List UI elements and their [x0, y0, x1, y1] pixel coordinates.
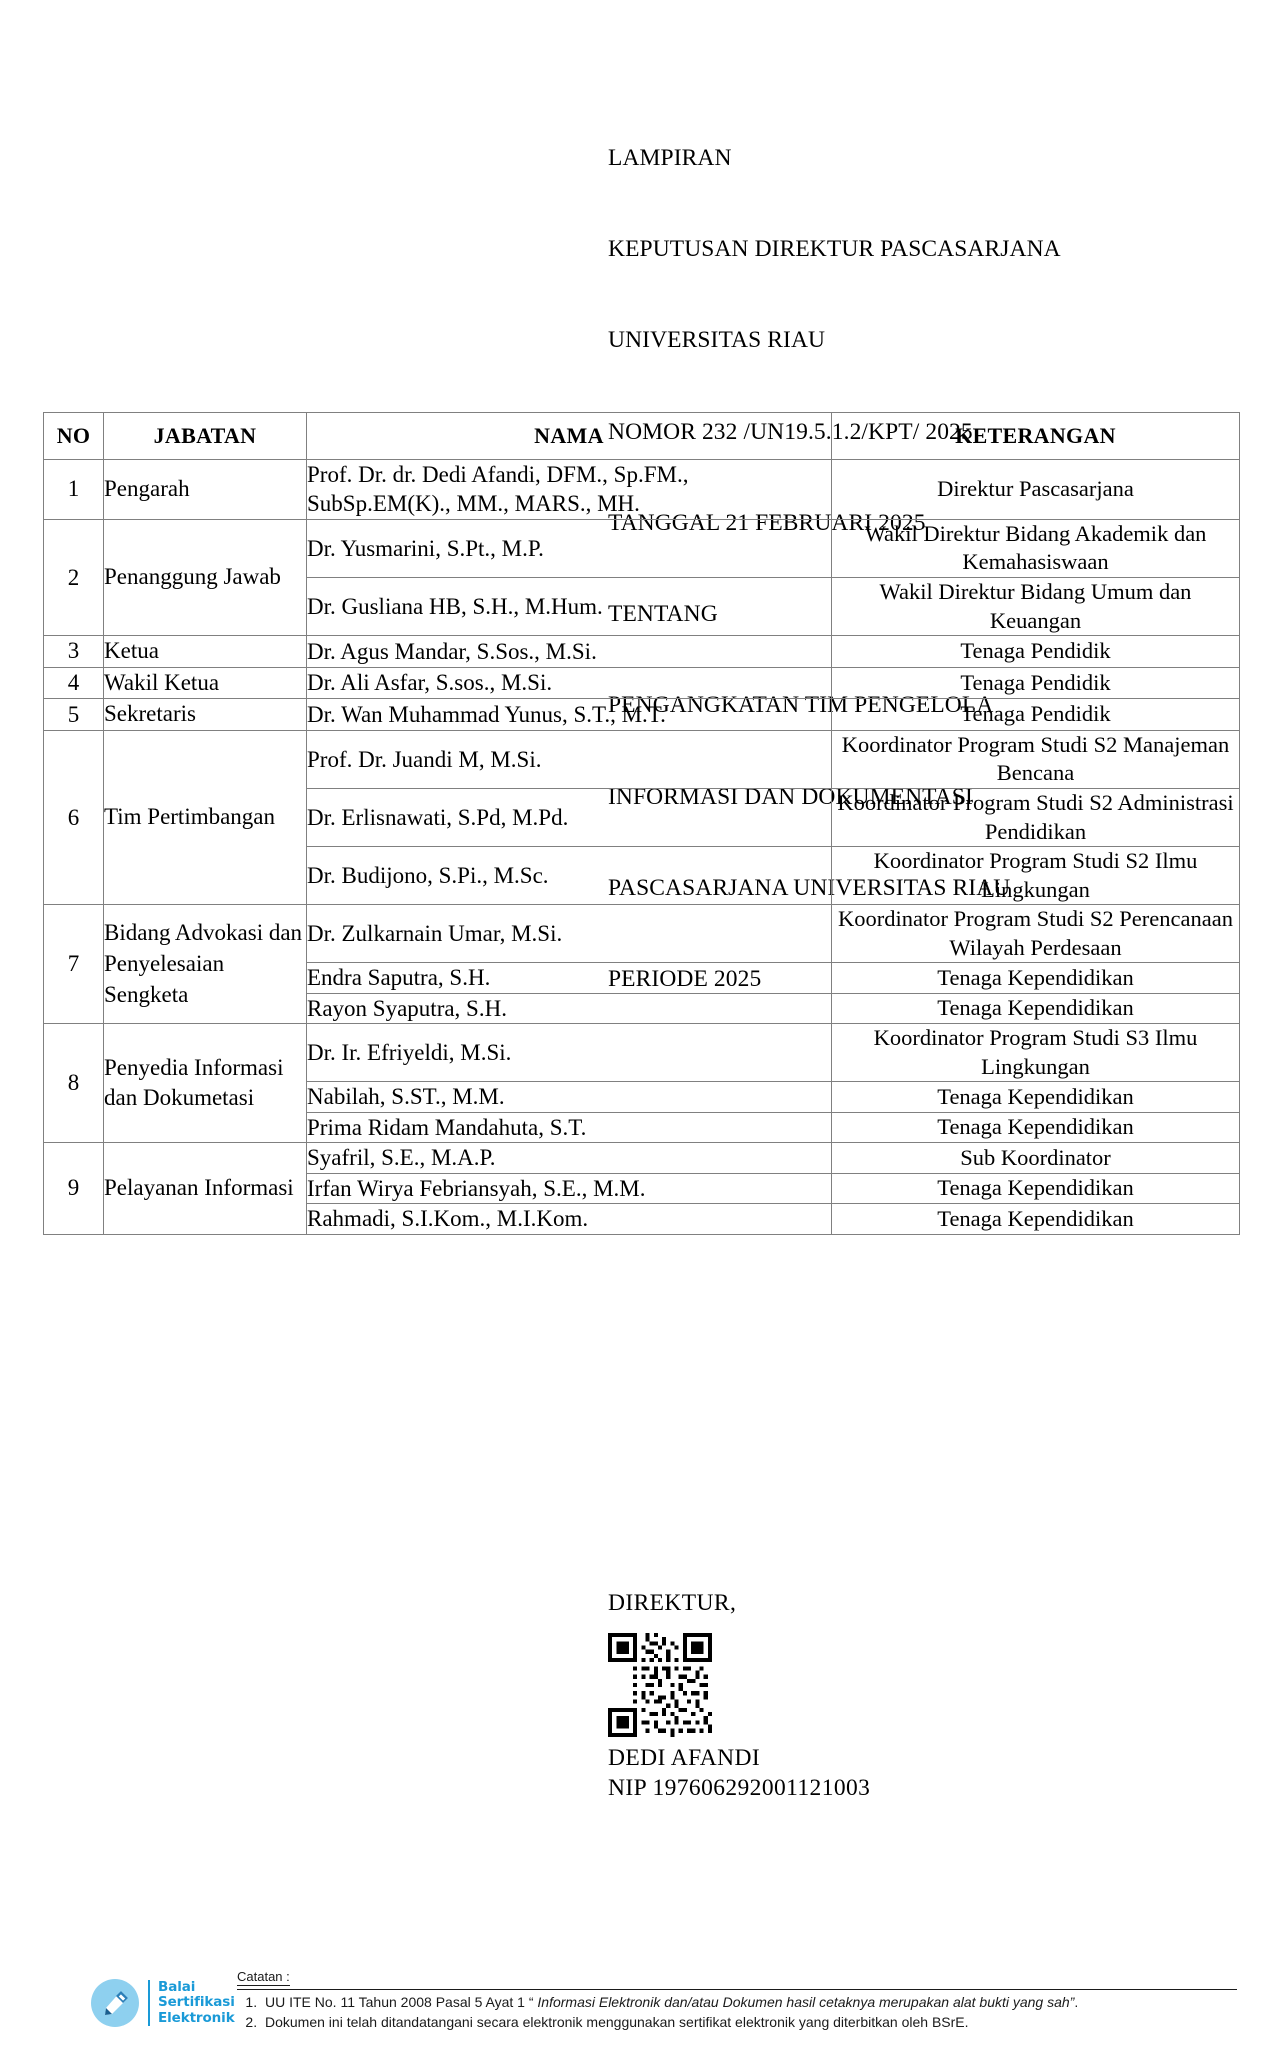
table-row	[44, 667, 1240, 699]
cell-keterangan: Tenaga Kependidikan	[832, 1173, 1240, 1203]
cell-nama: Syafril, S.E., M.A.P.	[307, 1143, 832, 1173]
column-header-no: NO	[44, 413, 104, 460]
catatan-item: 2. Dokumen ini telah ditandatangani secara elektronik menggunakan sertifikat elektronik yang diterbitkan oleh BSrE.	[261, 2013, 1237, 2033]
signature-title: DIREKTUR,	[608, 1590, 737, 1616]
catatan-rule	[237, 1989, 1237, 1990]
cell-no: 8	[44, 1024, 104, 1143]
header-line-nomor: NOMOR 232 /UN19.5.1.2/KPT/ 2025	[608, 418, 973, 445]
bsre-line-1: Balai	[158, 1978, 196, 1995]
cell-nama: Endra Saputra, S.H.	[307, 963, 832, 993]
cell-jabatan: Ketua	[104, 636, 307, 668]
header-line-tentang: TENTANG	[608, 601, 718, 628]
header-line-informasi: INFORMASI DAN DOKUMENTASI	[608, 783, 973, 810]
cell-jabatan: Penyedia Informasi dan Dokumetasi	[104, 1024, 307, 1143]
column-header-keterangan: KETERANGAN	[832, 413, 1240, 460]
table-row	[44, 905, 1240, 963]
header-line-universitas: UNIVERSITAS RIAU	[608, 327, 826, 354]
bsre-line-2: Sertifikasi	[158, 1994, 235, 2011]
cell-nama: Dr. Yusmarini, S.Pt., M.P.	[307, 519, 832, 577]
cell-keterangan: Wakil Direktur Bidang Umum dan Keuangan	[832, 578, 1240, 636]
bsre-key-icon	[90, 1978, 140, 2028]
catatan-list	[237, 1993, 1237, 2033]
cell-nama: Dr. Ir. Efriyeldi, M.Si.	[307, 1024, 832, 1082]
cell-keterangan: Koordinator Program Studi S2 Perencanaan Wilayah Perdesaan	[832, 905, 1240, 963]
cell-keterangan: Koordinator Program Studi S2 Ilmu Lingkungan	[832, 847, 1240, 905]
cell-nama: Dr. Budijono, S.Pi., M.Sc.	[307, 847, 832, 905]
column-header-jabatan: JABATAN	[104, 413, 307, 460]
catatan-label: Catatan :	[237, 1969, 290, 1984]
table-header-row	[44, 413, 1240, 460]
column-header-nama: NAMA	[307, 413, 832, 460]
cell-keterangan: Koordinator Program Studi S3 Ilmu Lingkungan	[832, 1024, 1240, 1082]
cell-jabatan: Sekretaris	[104, 699, 307, 731]
cell-jabatan: Wakil Ketua	[104, 667, 307, 699]
header-line-pascasarjana: PASCASARJANA UNIVERSITAS RIAU	[608, 874, 1011, 901]
cell-nama: Nabilah, S.ST., M.M.	[307, 1082, 832, 1112]
cell-no: 6	[44, 730, 104, 904]
header-line-keputusan: KEPUTUSAN DIREKTUR PASCASARJANA	[608, 236, 1061, 263]
qr-code-icon	[608, 1633, 712, 1737]
cell-no: 9	[44, 1143, 104, 1234]
cell-jabatan: Pengarah	[104, 460, 307, 520]
cell-jabatan: Tim Pertimbangan	[104, 730, 307, 904]
cell-nama: Prof. Dr. dr. Dedi Afandi, DFM., Sp.FM., SubSp.EM(K)., MM., MARS., MH.	[307, 460, 832, 520]
table-body	[44, 460, 1240, 1235]
header-line-periode: PERIODE 2025	[608, 966, 762, 993]
table-row	[44, 1143, 1240, 1173]
catatan-item: 1. UU ITE No. 11 Tahun 2008 Pasal 5 Ayat 1 “ Informasi Elektronik dan/atau Dokumen hasil cetaknya merupakan alat bukti yang sah”.	[261, 1993, 1237, 2013]
signature-name: DEDI AFANDI	[608, 1744, 761, 1771]
table-row	[44, 1024, 1240, 1082]
cell-nama: Prof. Dr. Juandi M, M.Si.	[307, 730, 832, 788]
document-footer	[0, 1950, 1276, 2068]
cell-nama: Irfan Wirya Febriansyah, S.E., M.M.	[307, 1173, 832, 1203]
cell-no: 1	[44, 460, 104, 520]
cell-nama: Rayon Syaputra, S.H.	[307, 993, 832, 1023]
cell-keterangan: Wakil Direktur Bidang Akademik dan Kemahasiswaan	[832, 519, 1240, 577]
cell-keterangan: Koordinator Program Studi S2 Administrasi Pendidikan	[832, 788, 1240, 846]
table-row	[44, 460, 1240, 520]
cell-jabatan: Penanggung Jawab	[104, 519, 307, 635]
cell-no: 5	[44, 699, 104, 731]
cell-no: 3	[44, 636, 104, 668]
bsre-line-3: Elektronik	[158, 2009, 235, 2026]
table-row	[44, 519, 1240, 577]
table-row	[44, 699, 1240, 731]
header-line-pengangkatan: PENGANGKATAN TIM PENGELOLA	[608, 692, 994, 719]
cell-jabatan: Bidang Advokasi dan Penyelesaian Sengketa	[104, 905, 307, 1024]
cell-nama: Rahmadi, S.I.Kom., M.I.Kom.	[307, 1204, 832, 1234]
cell-nama: Dr. Ali Asfar, S.sos., M.Si.	[307, 667, 832, 699]
cell-nama: Dr. Gusliana HB, S.H., M.Hum.	[307, 578, 832, 636]
cell-keterangan: Direktur Pascasarjana	[832, 460, 1240, 520]
cell-keterangan: Tenaga Pendidik	[832, 636, 1240, 668]
cell-keterangan: Tenaga Kependidikan	[832, 1112, 1240, 1142]
cell-no: 7	[44, 905, 104, 1024]
cell-nama: Dr. Wan Muhammad Yunus, S.T., M.T.	[307, 699, 832, 731]
cell-nama: Dr. Zulkarnain Umar, M.Si.	[307, 905, 832, 963]
bsre-wordmark	[148, 1980, 235, 2026]
catatan-italic: Informasi Elektronik dan/atau Dokumen hasil cetaknya merupakan alat bukti yang sah”	[537, 1994, 1075, 2010]
cell-keterangan: Tenaga Kependidikan	[832, 1204, 1240, 1234]
table-row	[44, 636, 1240, 668]
cell-keterangan: Tenaga Pendidik	[832, 699, 1240, 731]
cell-keterangan: Tenaga Kependidikan	[832, 963, 1240, 993]
signature-block	[608, 1588, 1028, 1804]
personnel-table-wrapper	[43, 412, 1239, 1235]
bsre-logo	[90, 1978, 235, 2028]
cell-nama: Dr. Agus Mandar, S.Sos., M.Si.	[307, 636, 832, 668]
cell-keterangan: Tenaga Kependidikan	[832, 1082, 1240, 1112]
cell-jabatan: Pelayanan Informasi	[104, 1143, 307, 1234]
cell-nama: Prima Ridam Mandahuta, S.T.	[307, 1112, 832, 1142]
cell-keterangan: Tenaga Kependidikan	[832, 993, 1240, 1023]
header-line-lampiran: LAMPIRAN	[608, 144, 732, 171]
cell-no: 2	[44, 519, 104, 635]
cell-nama: Dr. Erlisnawati, S.Pd, M.Pd.	[307, 788, 832, 846]
personnel-table	[43, 412, 1240, 1235]
cell-keterangan: Sub Koordinator	[832, 1143, 1240, 1173]
header-line-tanggal: TANGGAL 21 FEBRUARI 2025	[608, 509, 926, 536]
cell-keterangan: Koordinator Program Studi S2 Manajeman Bencana	[832, 730, 1240, 788]
cell-keterangan: Tenaga Pendidik	[832, 667, 1240, 699]
cell-no: 4	[44, 667, 104, 699]
footer-notes	[237, 1968, 1237, 2033]
table-row	[44, 730, 1240, 788]
signature-nip: NIP 197606292001121003	[608, 1775, 871, 1802]
